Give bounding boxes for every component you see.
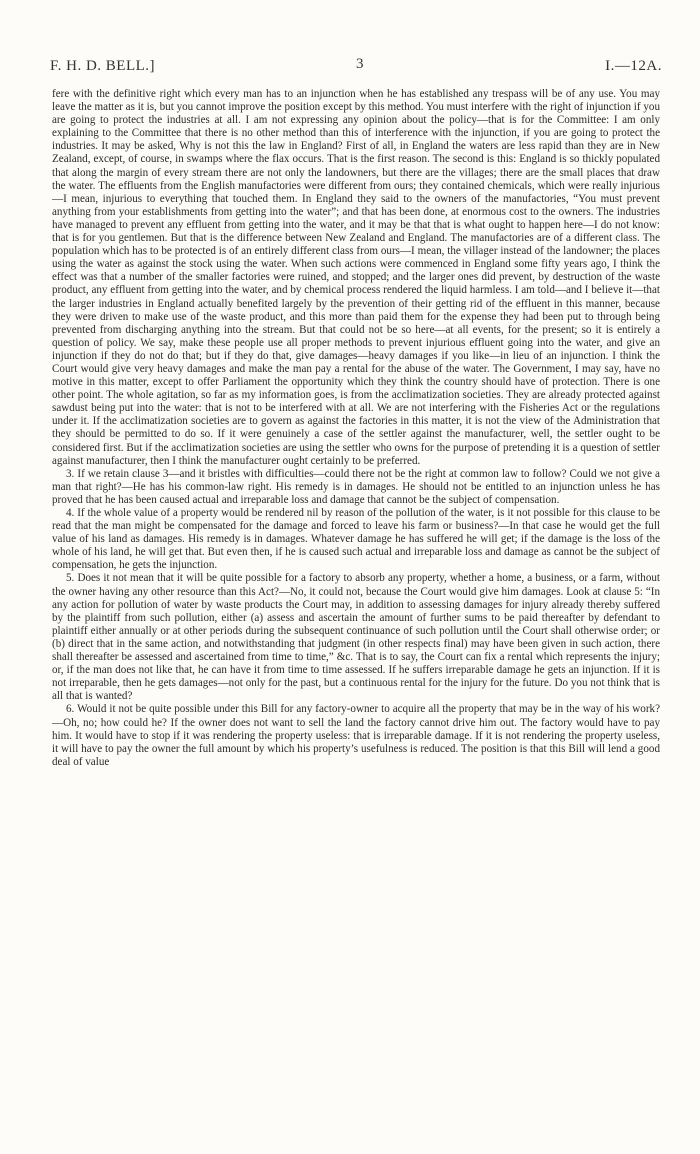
- paragraph-continued: fere with the definitive right which every man has to an injunction when he has established any trespass will be of any use. You may leave the matter as it is, but you cannot improve the position except by this method. You must interfere with the right of injunction if you are going to protect the industries at all. I am not expressing any opinion about the policy—that is for the Committee: I am only explaining to the Committee that there is no other method than this of interference with the injunction, if you are going to protect the industries. It may be asked, Why is not this the law in England? First of all, in England the waters are less rapid than they are in New Zealand, except, of course, in swamps where the flax occurs. That is the first reason. The second is this: England is so thickly populated that along the margin of every stream there are not only the landowners, but there are the villages; there are the small places that draw the water. The effluents from the English manufactories were different from ours; they contained chemicals, which were really injurious—I mean, injurious to everything that touched them. In England they said to the owners of the manufactories, “You must prevent anything from your establishments from getting into the water”; and that has been done, at enormous cost to the owners. The industries have managed to prevent any effluent from getting into the water, and it may be that that is what ought to happen here—I do not know: that is for you gentlemen. But that is the difference between New Zealand and England. The manufactories are of a different class. The population which has to be protected is of an entirely different class from ours—I mean, the villager instead of the landowner; the places using the water as against the stock using the water. When such actions were commenced in England some fifty years ago, I think the effect was that a number of the smaller factories were ruined, and stopped; and the larger ones did prevent, by destruction of the waste product, any effluent from getting into the water, and by chemical process rendered the liquid harmless. I am told—and I believe it—that the larger industries in England actually benefited largely by the prevention of their getting rid of the effluent in this manner, because they were driven to make use of the waste product, and this more than paid them for the expense they had been put to through being prevented from discharging anything into the stream. But that could not be so here—at all events, for the present; so it is entirely a question of policy. We say, make these people use all proper methods to prevent injurious effluent going into the water, and give an injunction if they do not do that; but if they do that, give damages—heavy damages if you like—in lieu of an injunction. I think the Court would give very heavy damages and make the man pay a rental for the abuse of the water. The Government, I may say, have no motive in this matter, except to offer Parliament the opportunity which they think the country should have of protection. There is one other point. The whole agitation, so far as my information goes, is from the acclimatization societies. They are already protected against sawdust being put into the water: that is not to be interfered with at all. We are not interfering with the Fisheries Act or the regulations under it. If the acclimatization societies are to govern as against the factories in this matter, it is not the view of the Administration that they should be permitted to do so. If it were genuinely a case of the settler against the manufacturer, well, the settler ought to be considered first. But if the acclimatization societies are using the settler who owns for the purpose of pretending it is a question of settler against manufacturer, then I think the manufacturer ought certainly to be preferred.: [52, 88, 660, 467]
- paragraph-question-3: 3. If we retain clause 3—and it bristles with difficulties—could there not be the right at common law to follow? Could we not give a man that right?—He has his common-law right. His remedy is in damages. He should not be entitled to an injunction unless he has proved that he has been caused actual and irreparable loss and damage that cannot be the subject of compensation.: [52, 467, 660, 506]
- paragraph-question-4: 4. If the whole value of a property would be rendered nil by reason of the pollution of the water, is it not possible for this clause to be read that the man might be compensated for the damage and forced to leave his farm or business?—In that case he would get the full value of his land as damages. His remedy is in damages. Whatever damage he has suffered he will get; if the damage is the loss of the whole of his land, he will get that. But even then, if he is caused such actual and irreparable loss and damage as cannot be the subject of compensation, he gets the injunction.: [52, 507, 660, 572]
- header-speaker: F. H. D. BELL.]: [50, 58, 156, 74]
- page-header: [50, 58, 662, 82]
- body-text: [52, 88, 660, 769]
- paragraph-question-6: 6. Would it not be quite possible under this Bill for any factory-owner to acquire all the property that may be in the way of his work?—Oh, no; how could he? If the owner does not want to sell the land the factory cannot drive him out. The factory would have to pay him. It would have to stop if it was rendering the property useless: that is irreparable damage. If it is not rendering the property useless, it will have to pay the owner the full amount by which his property’s usefulness is reduced. The position is that this Bill will lend a good deal of value: [52, 703, 660, 768]
- document-reference: I.—12A.: [605, 58, 662, 74]
- paragraph-question-5: 5. Does it not mean that it will be quite possible for a factory to absorb any property, whether a home, a business, or a farm, without the owner having any other resource than this Act?—No, it could not, because the Court would give him damages. Look at clause 5: “In any action for pollution of water by waste products the Court may, in addition to assessing damages for injury already thereby suffered by the plaintiff from such pollution, either (a) assess and ascertain the amount of further sums to be paid thereafter by defendant to plaintiff either annually or at other periods during the subsequent continuance of such pollution until the Court shall otherwise order; or (b) direct that in the same action, and notwithstanding that judgment (in other respects final) may have been given in such action, there shall thereafter be assessed and ascertained from time to time,” &c. That is to say, the Court can fix a rental which represents the injury; or, if the man does not like that, he can have it from time to time assessed. If he suffers irreparable damage he gets an injunction. If it is not irreparable, then he gets damages—not only for the past, but a continuous rental for the injury for the future. Do you not think that is all that is wanted?: [52, 572, 660, 703]
- page-number: 3: [356, 56, 364, 72]
